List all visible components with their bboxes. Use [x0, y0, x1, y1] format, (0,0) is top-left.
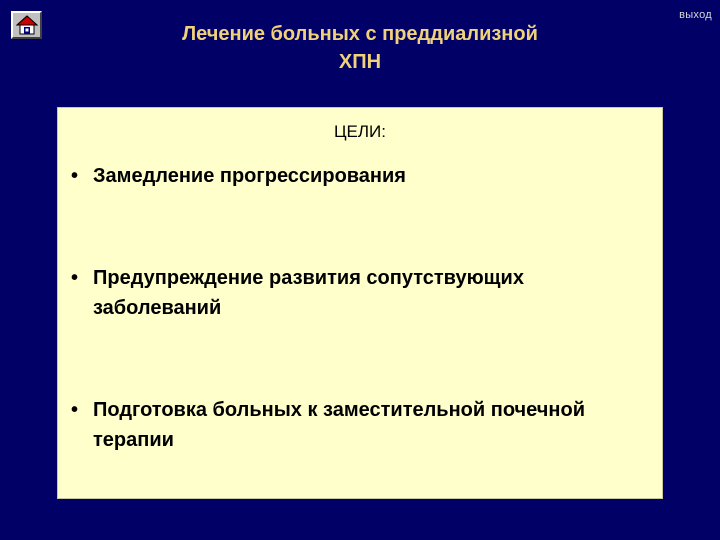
goal-text: Замедление прогрессирования [93, 165, 406, 187]
exit-link[interactable]: выход [679, 9, 712, 21]
goal-item [71, 395, 651, 455]
home-icon [16, 15, 38, 35]
goal-item [71, 161, 651, 191]
goals-heading: ЦЕЛИ: [333, 122, 386, 141]
home-button[interactable] [11, 11, 42, 39]
bullet-icon: • [71, 399, 79, 421]
goal-item [71, 263, 651, 323]
goal-text: Предупреждение развития сопутствующих заболеваний [93, 267, 524, 319]
slide-title-line-1: Лечение больных с преддиализной [182, 23, 538, 45]
slide-title-line-2: ХПН [338, 51, 382, 73]
bullet-icon: • [71, 165, 79, 187]
bullet-icon: • [71, 267, 79, 289]
slide-title [100, 20, 620, 76]
goal-text: Подготовка больных к заместительной почечной терапии [93, 399, 585, 451]
content-panel [57, 107, 663, 499]
